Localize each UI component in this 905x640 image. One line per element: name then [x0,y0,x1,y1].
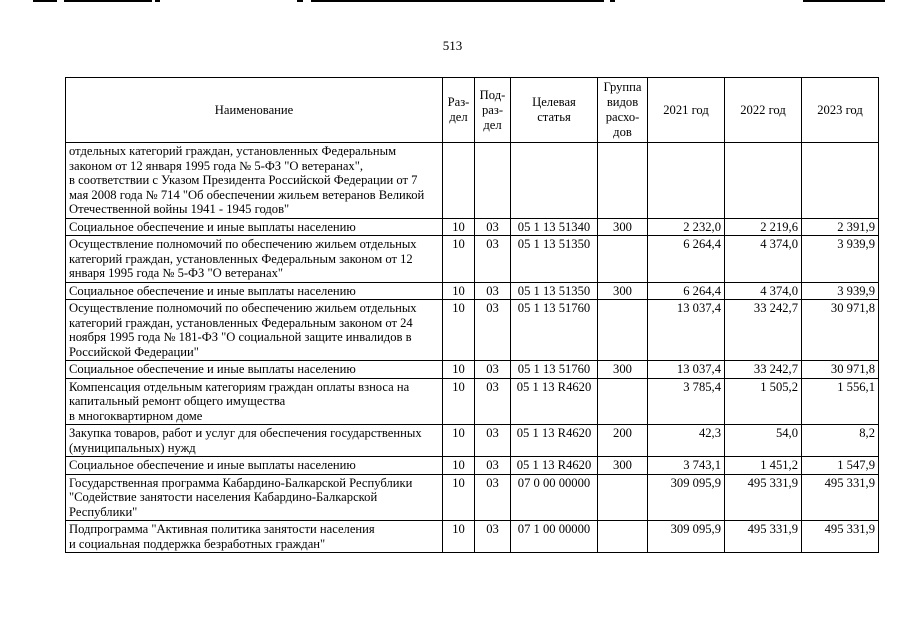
cell-expense-group [598,521,648,553]
cell-section [443,143,475,219]
cell-section: 10 [443,521,475,553]
cell-target-article: 07 0 00 00000 [511,474,598,521]
cell-section: 10 [443,378,475,425]
cell-name: Социальное обеспечение и иные выплаты населению [66,457,443,475]
cell-2023: 30 971,8 [802,300,879,361]
header-name: Наименование [66,78,443,143]
cell-section: 10 [443,218,475,236]
cell-2023: 2 391,9 [802,218,879,236]
page-number: 513 [442,38,463,53]
header-expense-group: Группа видов расхо- дов [598,78,648,143]
cell-target-article: 05 1 13 51350 [511,236,598,283]
cell-2022: 4 374,0 [725,282,802,300]
cell-2023: 495 331,9 [802,521,879,553]
cell-subsection: 03 [475,425,511,457]
cell-section: 10 [443,236,475,283]
cell-name: Закупка товаров, работ и услуг для обеспечения государственных (муниципальных) нужд [66,425,443,457]
cell-target-article: 05 1 13 51760 [511,300,598,361]
table-row [66,361,879,379]
cell-2023: 30 971,8 [802,361,879,379]
cell-subsection: 03 [475,474,511,521]
table-row [66,378,879,425]
table-row [66,521,879,553]
table-row [66,143,879,219]
cell-section: 10 [443,474,475,521]
cell-name: Государственная программа Кабардино-Балкарской Республики "Содействие занятости населения Кабардино-Балкарской Республики" [66,474,443,521]
cell-subsection [475,143,511,219]
cell-section: 10 [443,300,475,361]
cell-expense-group: 300 [598,361,648,379]
cell-subsection: 03 [475,236,511,283]
top-rule-dash-3 [610,0,615,2]
budget-table [65,77,879,553]
header-2022: 2022 год [725,78,802,143]
top-rule-dash-2 [297,0,303,2]
cell-2022: 495 331,9 [725,474,802,521]
cell-target-article: 05 1 13 R4620 [511,425,598,457]
cell-2022: 33 242,7 [725,300,802,361]
cell-name: Социальное обеспечение и иные выплаты населению [66,218,443,236]
cell-subsection: 03 [475,521,511,553]
table-row [66,425,879,457]
cell-section: 10 [443,282,475,300]
cell-2022: 495 331,9 [725,521,802,553]
header-target-article: Целевая статья [511,78,598,143]
cell-section: 10 [443,457,475,475]
cell-name: Осуществление полномочий по обеспечению жильем отдельных категорий граждан, установленных Федеральным законом от 24 ноября 1995 года № 181-ФЗ "О социальной защите инвалидов в Российской Федерации" [66,300,443,361]
cell-target-article: 05 1 13 R4620 [511,378,598,425]
cell-expense-group: 200 [598,425,648,457]
table-row [66,474,879,521]
cell-2022: 1 451,2 [725,457,802,475]
cell-2022: 4 374,0 [725,236,802,283]
cell-name: Осуществление полномочий по обеспечению жильем отдельных категорий граждан, установленных Федеральным законом от 12 января 1995 года № 5-ФЗ "О ветеранах" [66,236,443,283]
cell-2022: 1 505,2 [725,378,802,425]
top-rule-dash-1 [155,0,160,2]
cell-2021: 309 095,9 [648,521,725,553]
table-row [66,218,879,236]
cell-2021: 13 037,4 [648,361,725,379]
cell-2021: 309 095,9 [648,474,725,521]
cell-2021: 13 037,4 [648,300,725,361]
cell-subsection: 03 [475,378,511,425]
cell-2021: 6 264,4 [648,236,725,283]
cell-target-article [511,143,598,219]
cell-expense-group: 300 [598,282,648,300]
cell-2021: 3 785,4 [648,378,725,425]
cell-expense-group [598,378,648,425]
cell-2022 [725,143,802,219]
cell-2022: 2 219,6 [725,218,802,236]
cell-2021: 3 743,1 [648,457,725,475]
cell-2023: 3 939,9 [802,236,879,283]
cell-name: Социальное обеспечение и иные выплаты населению [66,282,443,300]
cell-expense-group: 300 [598,218,648,236]
table-row [66,236,879,283]
cell-subsection: 03 [475,457,511,475]
top-rule-left-2 [64,0,152,2]
cell-name: отдельных категорий граждан, установленных Федеральным законом от 12 января 1995 года № 5-ФЗ "О ветеранах", в соответствии с Указом Президента Российской Федерации от 7 мая 2008 года № 714 "Об обеспечении жильем ветеранов Великой Отечественной войны 1941 - 1945 годов" [66,143,443,219]
header-2021: 2021 год [648,78,725,143]
cell-subsection: 03 [475,300,511,361]
cell-2023: 1 556,1 [802,378,879,425]
cell-2023: 3 939,9 [802,282,879,300]
header-subsection: Под- раз- дел [475,78,511,143]
cell-subsection: 03 [475,218,511,236]
top-rule-center [311,0,604,2]
cell-target-article: 05 1 13 51340 [511,218,598,236]
cell-2023: 495 331,9 [802,474,879,521]
cell-expense-group: 300 [598,457,648,475]
cell-2022: 33 242,7 [725,361,802,379]
cell-target-article: 07 1 00 00000 [511,521,598,553]
top-rule-left [33,0,57,2]
table-row [66,300,879,361]
cell-section: 10 [443,425,475,457]
top-rule-right [803,0,885,2]
cell-target-article: 05 1 13 51760 [511,361,598,379]
header-row [66,78,879,143]
cell-name: Социальное обеспечение и иные выплаты населению [66,361,443,379]
cell-target-article: 05 1 13 R4620 [511,457,598,475]
cell-2021: 42,3 [648,425,725,457]
cell-2022: 54,0 [725,425,802,457]
header-2023: 2023 год [802,78,879,143]
cell-2021 [648,143,725,219]
cell-expense-group [598,300,648,361]
cell-name: Подпрограмма "Активная политика занятости населения и социальная поддержка безработных граждан" [66,521,443,553]
table-row [66,282,879,300]
cell-2023 [802,143,879,219]
cell-subsection: 03 [475,282,511,300]
cell-target-article: 05 1 13 51350 [511,282,598,300]
cell-2021: 2 232,0 [648,218,725,236]
cell-expense-group [598,143,648,219]
cell-2023: 8,2 [802,425,879,457]
cell-2021: 6 264,4 [648,282,725,300]
cell-expense-group [598,474,648,521]
table-body [66,143,879,553]
cell-name: Компенсация отдельным категориям граждан оплаты взноса на капитальный ремонт общего имущества в многоквартирном доме [66,378,443,425]
cell-2023: 1 547,9 [802,457,879,475]
cell-subsection: 03 [475,361,511,379]
cell-section: 10 [443,361,475,379]
cell-expense-group [598,236,648,283]
table-row [66,457,879,475]
header-section: Раз- дел [443,78,475,143]
